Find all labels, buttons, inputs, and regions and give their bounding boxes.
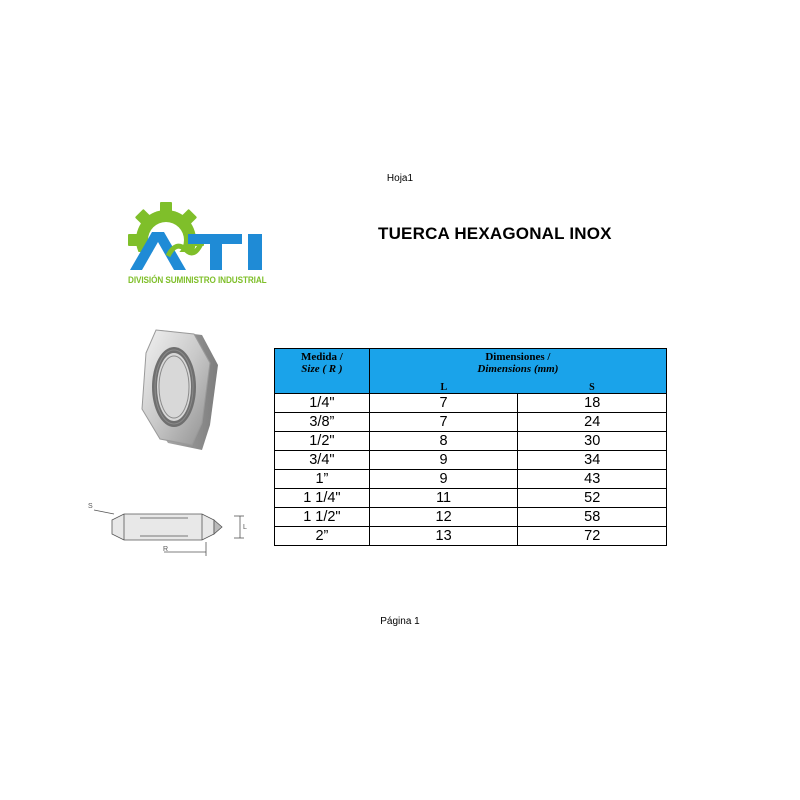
size-cell: 1 1/4" <box>275 489 370 508</box>
table-header-row <box>275 349 667 394</box>
dimensions-table <box>274 348 667 546</box>
nut-section-drawing <box>84 500 254 562</box>
table-row <box>275 489 667 508</box>
s-cell: 72 <box>518 527 667 546</box>
size-cell: 1 1/2" <box>275 508 370 527</box>
hex-nut-icon <box>130 325 245 450</box>
page-title: TUERCA HEXAGONAL INOX <box>378 224 612 243</box>
size-cell: 1” <box>275 470 370 489</box>
s-cell: 58 <box>518 508 667 527</box>
table-row <box>275 527 667 546</box>
drawing-label-s: S <box>88 503 93 510</box>
l-cell: 12 <box>369 508 518 527</box>
size-cell: 1/4" <box>275 394 370 413</box>
s-cell: 43 <box>518 470 667 489</box>
col-s-header: S <box>589 382 595 393</box>
dimension-subheaders <box>370 383 666 393</box>
size-cell: 3/4" <box>275 451 370 470</box>
size-cell: 3/8” <box>275 413 370 432</box>
page-header: Hoja1 <box>386 173 414 184</box>
size-cell: 2” <box>275 527 370 546</box>
s-cell: 24 <box>518 413 667 432</box>
dimensions-header: Dimensiones / Dimensions (mm) L S <box>369 349 666 394</box>
table-row <box>275 394 667 413</box>
table-row <box>275 470 667 489</box>
s-cell: 52 <box>518 489 667 508</box>
gear-logo-icon <box>118 200 278 280</box>
s-cell: 18 <box>518 394 667 413</box>
page-footer: Página 1 <box>380 616 420 627</box>
l-cell: 13 <box>369 527 518 546</box>
hex-nut-image <box>130 325 245 450</box>
table-row <box>275 432 667 451</box>
technical-drawing <box>84 500 254 562</box>
table-row <box>275 508 667 527</box>
logo-caption: DIVISIÓN SUMINISTRO INDUSTRIAL <box>128 275 267 286</box>
drawing-label-l: L <box>243 524 247 531</box>
table-row <box>275 413 667 432</box>
size-header: Medida / Size ( R ) <box>275 349 370 394</box>
l-cell: 7 <box>369 413 518 432</box>
l-cell: 9 <box>369 451 518 470</box>
s-cell: 34 <box>518 451 667 470</box>
l-cell: 9 <box>369 470 518 489</box>
table-row <box>275 451 667 470</box>
col-l-header: L <box>440 382 448 393</box>
l-cell: 7 <box>369 394 518 413</box>
s-cell: 30 <box>518 432 667 451</box>
size-cell: 1/2" <box>275 432 370 451</box>
l-cell: 8 <box>369 432 518 451</box>
l-cell: 11 <box>369 489 518 508</box>
drawing-label-r: R <box>163 546 169 553</box>
